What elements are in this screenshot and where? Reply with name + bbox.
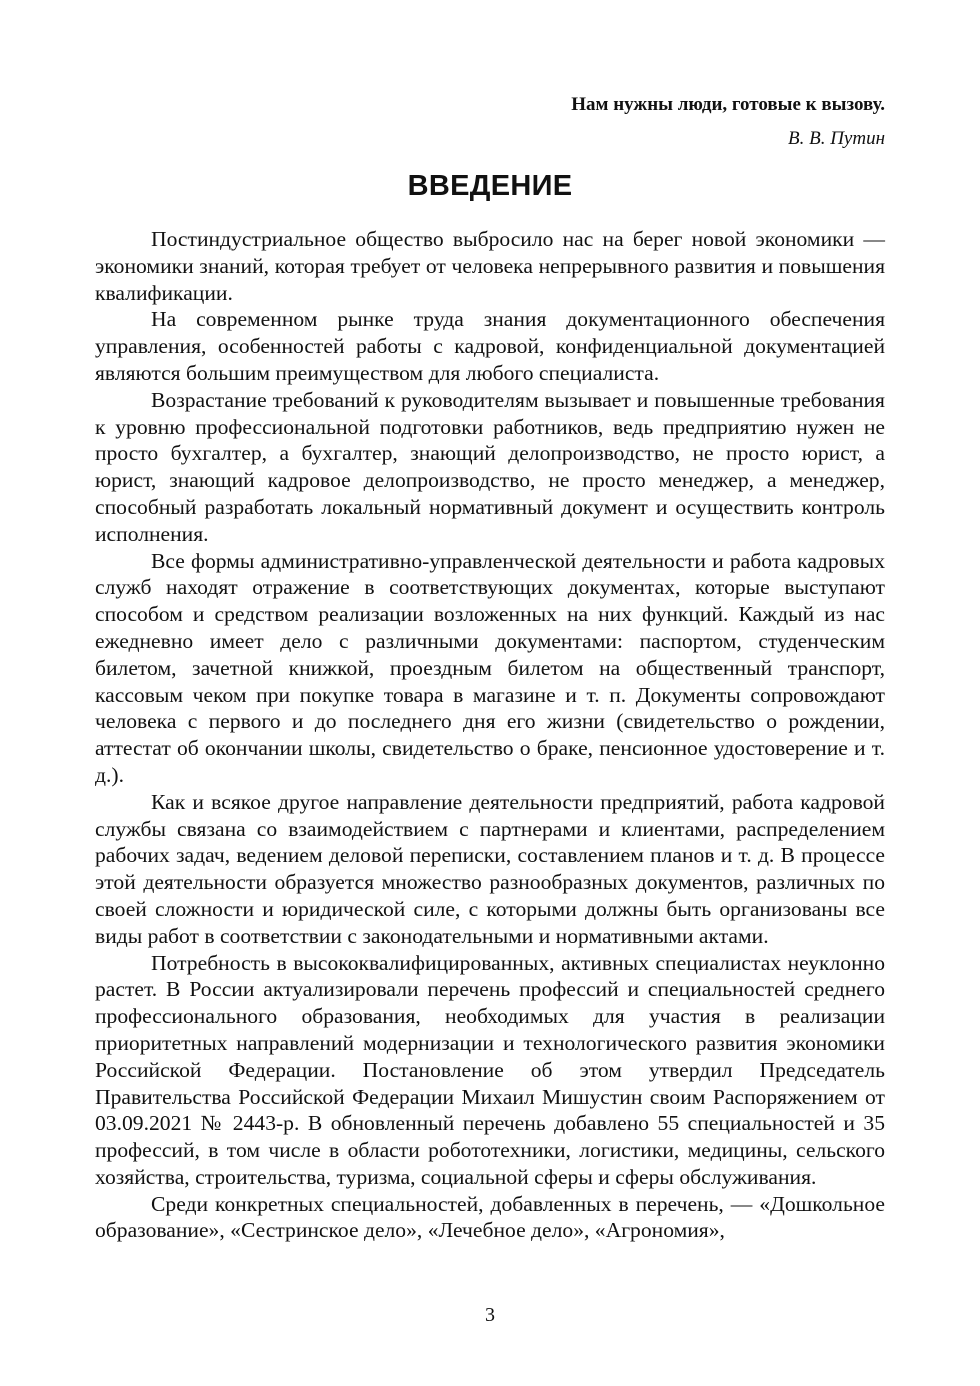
paragraph: Постиндустриальное общество выбросило нас на берег новой экономики — экономики знаний, которая требует от человека непрерывного развития и повышения квалификации.: [95, 227, 885, 305]
paragraph: Возрастание требований к руководителям вызывает и повышенные требования к уровню профессиональной подготовки работников, ведь предприятию нужен не просто бухгалтер, а бухгалтер, знающий делопроизводство, не просто юрист, а юрист, знающий кадровое делопроизводство, не просто менеджер, а менеджер, способный разработать локальный нормативный документ и осуществить контроль исполнения.: [95, 387, 885, 546]
paragraph: Как и всякое другое направление деятельности предприятий, работа кадровой службы связана со взаимодействием с партнерами и клиентами, распределением рабочих задач, ведением деловой переписки, составлением планов и т. д. В процессе этой деятельности образуется множество разнообразных документов, различных по своей сложности и юридической силе, с которыми должны быть организованы все виды работ в соответствии с законодательными и нормативными актами.: [95, 789, 885, 948]
page-number: 3: [485, 1304, 495, 1326]
paragraph: Все формы административно-управленческой деятельности и работа кадровых служб находят отражение в соответствующих документах, которые выступают способом и средством реализации возложенных на них функций. Каждый из нас ежедневно имеет дело с различными документами: паспортом, студенческим билетом, зачетной книжкой, проездным билетом на общественный транспорт, кассовым чеком при покупке товара в магазине и т. п. Документы сопровождают человека с первого и до последнего дня его жизни (свидетельство о рождении, аттестат об окончании школы, свидетельство о браке, пенсионное удостоверение и т. д.).: [95, 548, 885, 787]
epigraph-quote: Нам нужны люди, готовые к вызову.: [571, 94, 885, 115]
epigraph-author: В. В. Путин: [787, 128, 885, 149]
body-text: [95, 226, 885, 1244]
paragraph: Среди конкретных специальностей, добавленных в перечень, — «Дошкольное образование», «Сестринское дело», «Лечебное дело», «Агрономия»,: [95, 1191, 885, 1243]
chapter-heading: ВВЕДЕНИЕ: [407, 170, 573, 202]
paragraph: На современном рынке труда знания документационного обеспечения управления, особенностей работы с кадровой, конфиденциальной документацией являются большим преимуществом для любого специалиста.: [95, 307, 885, 385]
paragraph: Потребность в высококвалифицированных, активных специалистах неуклонно растет. В России актуализировали перечень профессий и специальностей среднего профессионального образования, необходимых для участия в реализации приоритетных направлений модернизации и технологического развития экономики Российской Федерации. Постановление об этом утвердил Председатель Правительства Российской Федерации Михаил Мишустин своим Распоряжением от 03.09.2021 № 2443-р. В обновленный перечень добавлено 55 специальностей и 35 профессий, в том числе в области робототехники, логистики, медицины, сельского хозяйства, строительства, туризма, социальной сферы и сферы обслуживания.: [95, 950, 885, 1189]
